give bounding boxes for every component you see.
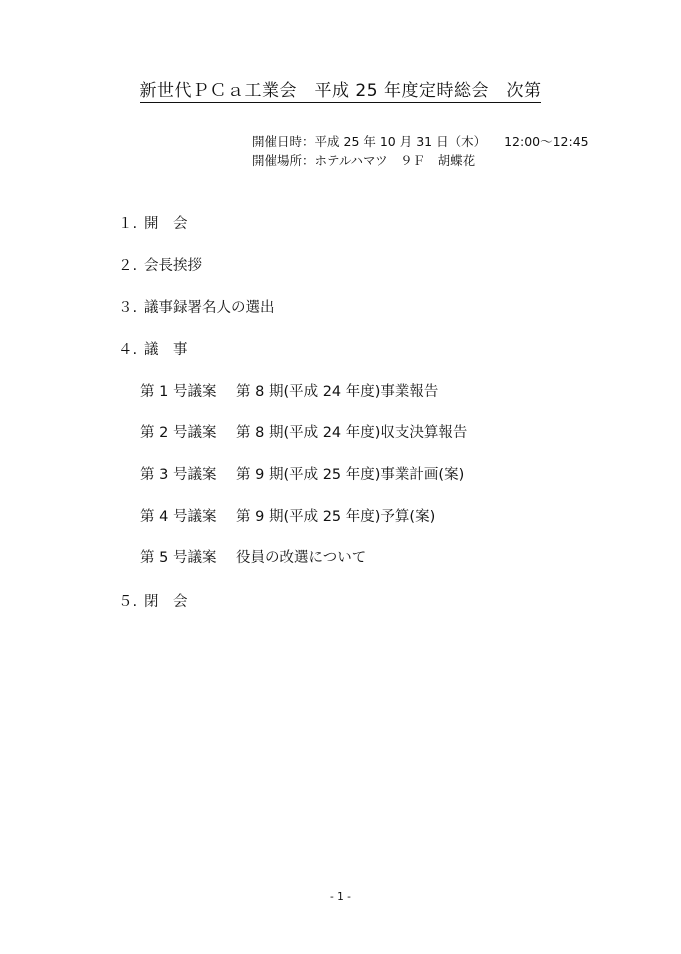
bill-code: 第 5 号議案 [140, 550, 217, 566]
agenda-number: ５. [118, 594, 138, 610]
bill-item-1 [140, 380, 438, 401]
bill-code: 第 4 号議案 [140, 509, 217, 525]
bill-item-5 [140, 546, 366, 567]
bill-label: 第 8 期(平成 24 年度)事業報告 [236, 384, 439, 400]
agenda-item-greeting [118, 254, 202, 275]
meeting-date-row [252, 132, 589, 151]
bill-item-3 [140, 463, 464, 484]
place-label: 開催場所： [252, 153, 315, 168]
agenda-item-closing [118, 590, 188, 611]
time-value: 12:00〜12:45 [504, 134, 589, 149]
place-value: ホテルハマツ ９Ｆ 胡蝶花 [314, 153, 476, 168]
agenda-number: ２. [118, 258, 138, 274]
bill-label: 第 8 期(平成 24 年度)収支決算報告 [236, 425, 468, 441]
agenda-number: ４. [118, 342, 138, 358]
date-label: 開催日時： [252, 134, 315, 149]
agenda-label: 閉 会 [144, 594, 188, 610]
title-text: 新世代ＰＣａ工業会 平成 25 年度定時総会 次第 [139, 81, 542, 101]
page-number: - 1 - [330, 891, 351, 903]
date-value: 平成 25 年 10 月 31 日（木） [314, 134, 487, 149]
agenda-label: 開 会 [144, 216, 188, 232]
bill-label: 第 9 期(平成 25 年度)予算(案) [236, 509, 436, 525]
bill-code: 第 3 号議案 [140, 467, 217, 483]
agenda-label: 会長挨拶 [144, 258, 202, 274]
agenda-label: 議事録署名人の選出 [144, 300, 275, 316]
bill-label: 第 9 期(平成 25 年度)事業計画(案) [236, 467, 465, 483]
meeting-place-row [252, 151, 589, 170]
agenda-number: １. [118, 216, 138, 232]
bill-item-2 [140, 421, 467, 442]
agenda-item-proceedings [118, 338, 188, 359]
bill-code: 第 2 号議案 [140, 425, 217, 441]
agenda-number: ３. [118, 300, 138, 316]
agenda-item-opening [118, 212, 188, 233]
agenda-item-signers [118, 296, 275, 317]
bill-label: 役員の改選について [236, 550, 367, 566]
meeting-info [252, 132, 589, 170]
document-title [0, 76, 681, 101]
agenda-label: 議 事 [144, 342, 188, 358]
bill-code: 第 1 号議案 [140, 384, 217, 400]
bill-item-4 [140, 505, 435, 526]
